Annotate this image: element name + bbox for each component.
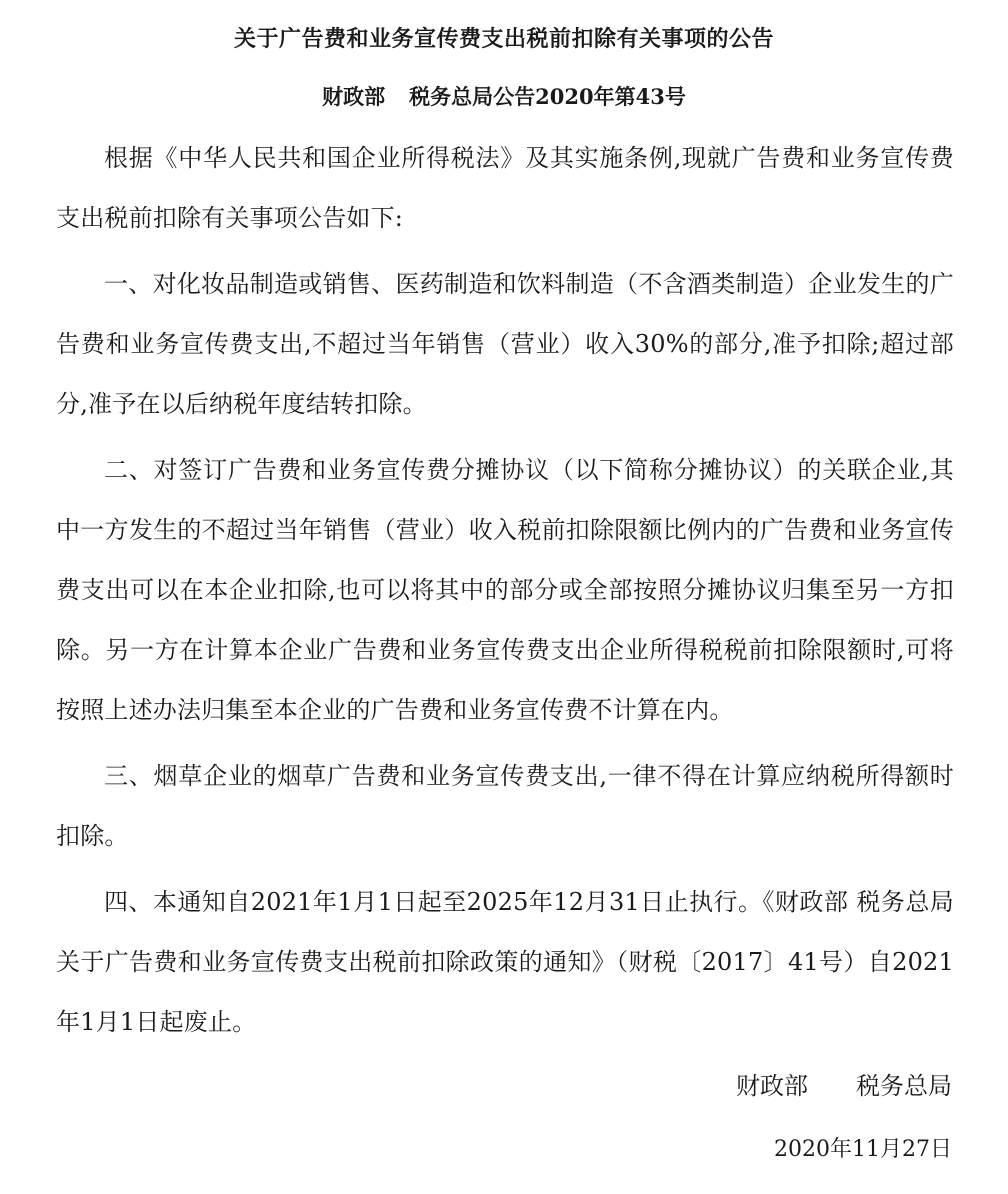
paragraph-item-3: 三、烟草企业的烟草广告费和业务宣传费支出,一律不得在计算应纳税所得额时扣除。	[56, 762, 954, 850]
document-issuer-line	[0, 80, 1008, 114]
signature-ministry-of-finance: 财政部	[736, 1072, 808, 1100]
document-title: 关于广告费和业务宣传费支出税前扣除有关事项的公告	[233, 26, 774, 52]
paragraph-item-2: 二、对签订广告费和业务宣传费分摊协议（以下简称分摊协议）的关联企业,其中一方发生的不超过当年销售（营业）收入税前扣除限额比例内的广告费和业务宣传费支出可以在本企业扣除,也可以将其中的部分或全部按照分摊协议归集至另一方扣除。另一方在计算本企业广告费和业务宣传费支出企业所得税税前扣除限额时,可将按照上述办法归集至本企业的广告费和业务宣传费不计算在内。	[56, 456, 954, 724]
document-date: 2020年11月27日	[774, 1137, 952, 1162]
paragraph-item-4: 四、本通知自2021年1月1日起至2025年12月31日止执行。《财政部 税务总局关于广告费和业务宣传费支出税前扣除政策的通知》（财税〔2017〕41号）自2021年1月1日起废止。	[56, 888, 954, 1036]
paragraph-item-1: 一、对化妆品制造或销售、医药制造和饮料制造（不含酒类制造）企业发生的广告费和业务宣传费支出,不超过当年销售（营业）收入30%的部分,准予扣除;超过部分,准予在以后纳税年度结转扣除。	[56, 270, 954, 418]
signature-block	[736, 1066, 952, 1106]
issuer-ministry-of-finance: 财政部	[322, 84, 386, 109]
announcement-number: 税务总局公告2020年第43号	[409, 84, 686, 109]
signature-tax-administration: 税务总局	[856, 1072, 952, 1100]
paragraph-intro: 根据《中华人民共和国企业所得税法》及其实施条例,现就广告费和业务宣传费支出税前扣除有关事项公告如下:	[56, 144, 954, 232]
